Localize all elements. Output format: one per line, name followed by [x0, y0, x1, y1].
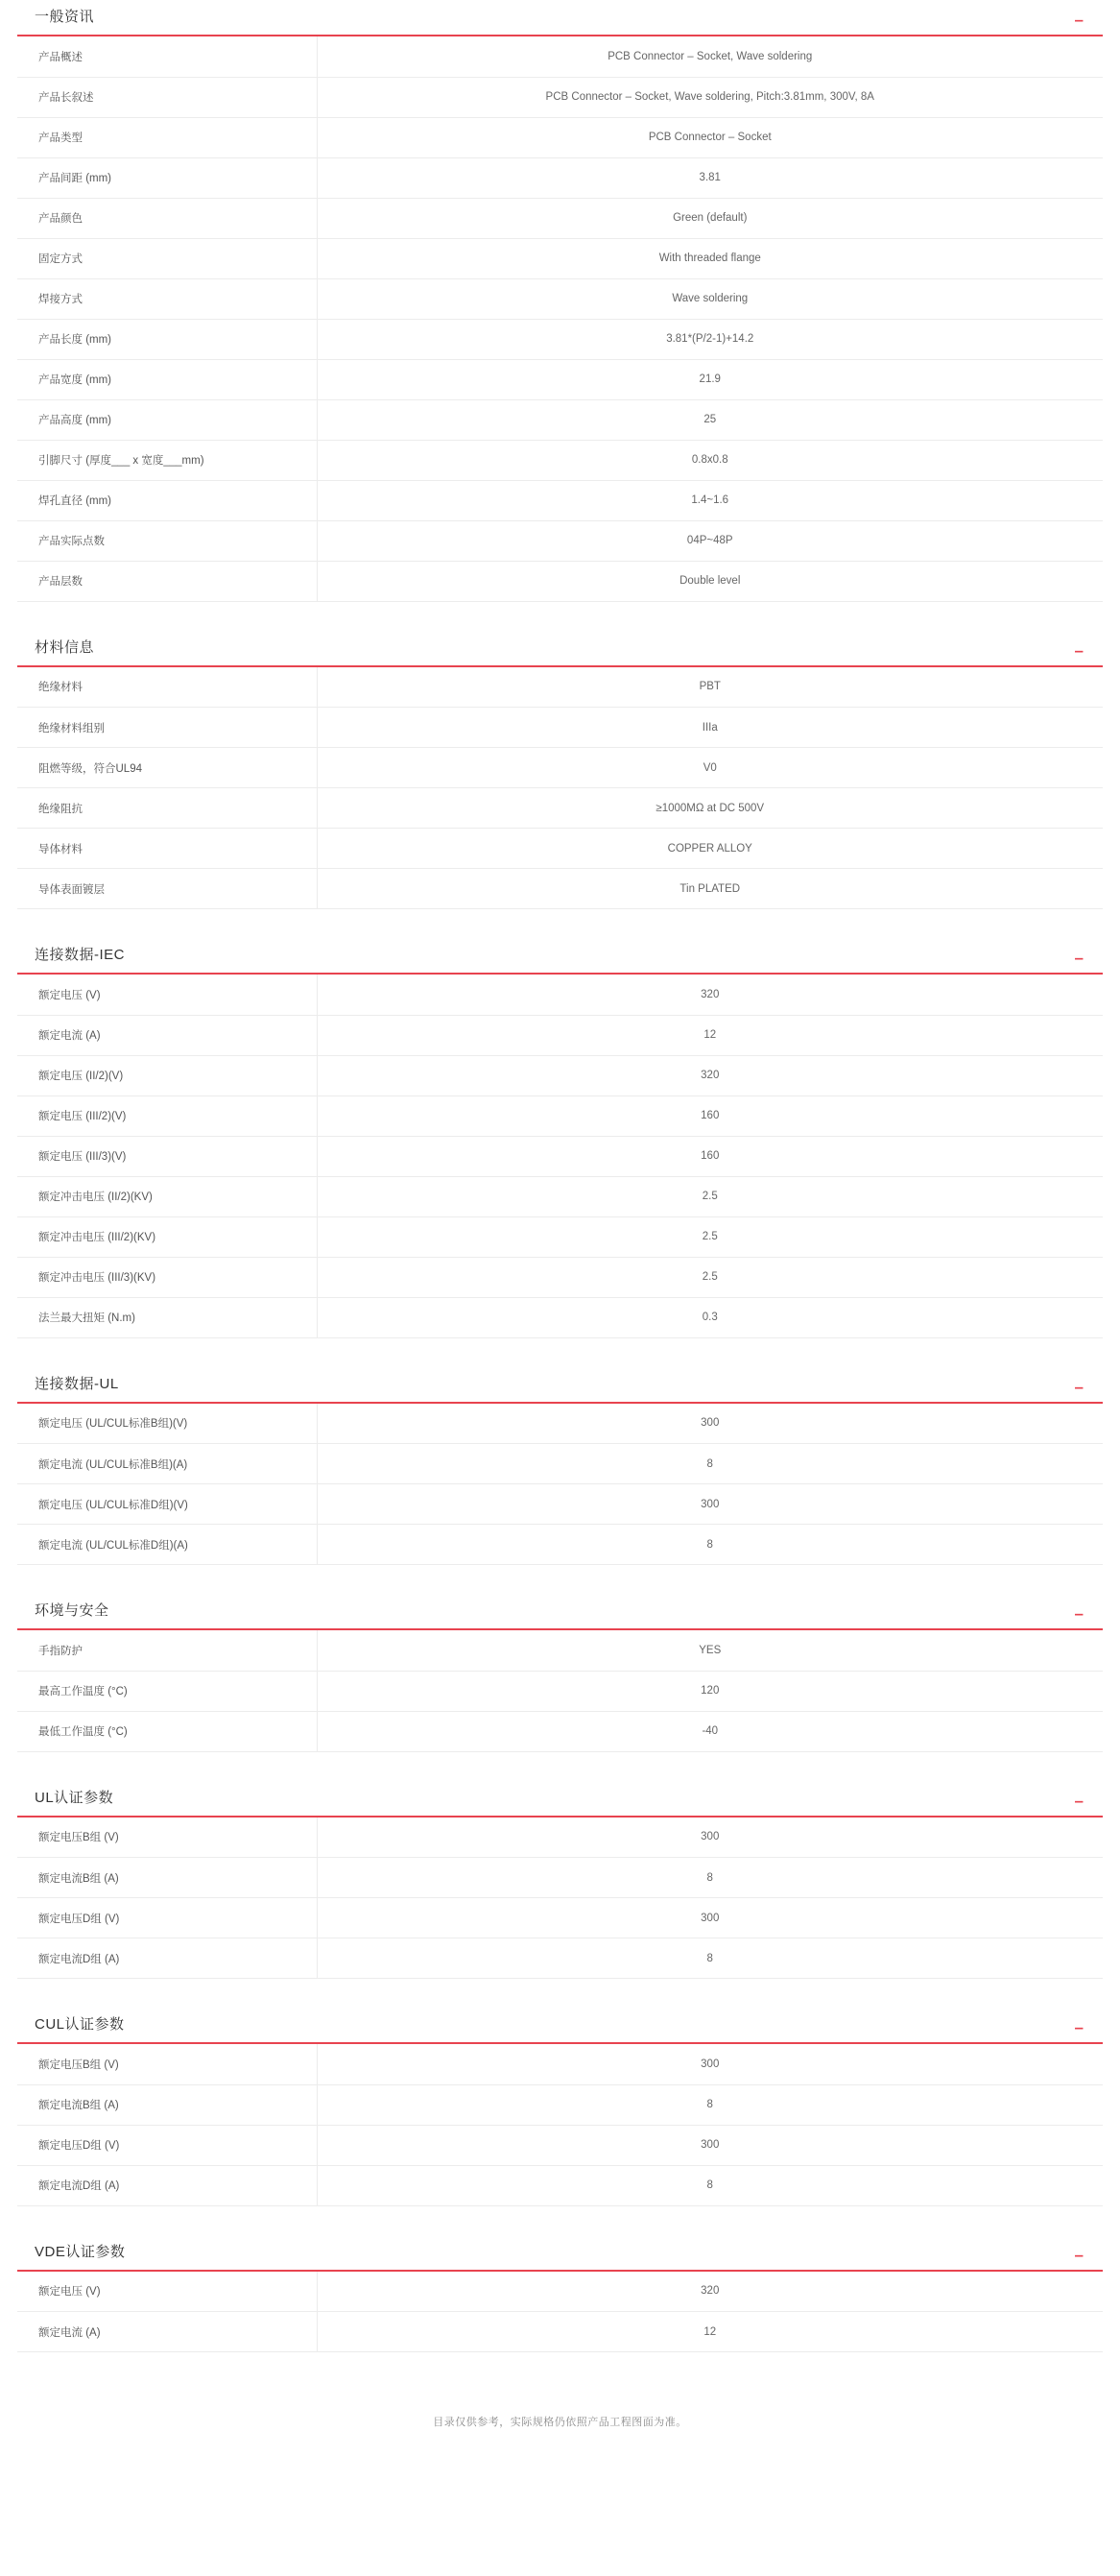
table-row	[17, 1898, 1103, 1938]
spec-label: 法兰最大扭矩 (N.m)	[17, 1297, 317, 1337]
spec-value: V0	[703, 761, 717, 774]
section-header	[17, 8, 1103, 36]
section-title: CUL认证参数	[35, 2016, 125, 2033]
spec-table	[17, 1404, 1103, 1566]
table-row	[17, 1095, 1103, 1136]
spec-value: Tin PLATED	[679, 882, 741, 895]
spec-label: 额定电压 (II/2)(V)	[17, 1055, 317, 1095]
table-row	[17, 1136, 1103, 1176]
spec-value: 160	[701, 1110, 720, 1121]
spec-value: 320	[701, 2285, 720, 2298]
table-row	[17, 2165, 1103, 2205]
spec-value: Double level	[679, 575, 741, 587]
table-row	[17, 1297, 1103, 1337]
table-row	[17, 1938, 1103, 1979]
spec-label: 额定电流B组 (A)	[17, 2084, 317, 2125]
spec-value: 21.9	[699, 373, 721, 385]
spec-value: 8	[706, 1538, 713, 1551]
table-row	[17, 1671, 1103, 1711]
section-header	[17, 2243, 1103, 2272]
spec-value: 320	[701, 988, 720, 1000]
spec-section	[0, 946, 1120, 1338]
table-row	[17, 1818, 1103, 1858]
spec-label: 额定电压B组 (V)	[17, 1818, 317, 1858]
section-header	[17, 1789, 1103, 1818]
spec-value: 300	[701, 1417, 720, 1430]
table-row	[17, 2084, 1103, 2125]
spec-label: 产品长度 (mm)	[17, 319, 317, 359]
table-row	[17, 1404, 1103, 1444]
section-title: VDE认证参数	[35, 2243, 126, 2260]
table-row	[17, 1711, 1103, 1751]
spec-value: 0.8x0.8	[691, 454, 728, 466]
table-row	[17, 440, 1103, 480]
spec-section	[0, 2243, 1120, 2353]
section-header	[17, 1375, 1103, 1404]
table-row	[17, 238, 1103, 278]
spec-table	[17, 1818, 1103, 1980]
spec-value: -40	[702, 1725, 719, 1737]
spec-label: 额定电流 (UL/CUL标准D组)(A)	[17, 1525, 317, 1565]
spec-label: 额定冲击电压 (II/2)(KV)	[17, 1176, 317, 1216]
spec-label: 绝缘材料组别	[17, 708, 317, 748]
section-title: UL认证参数	[35, 1789, 114, 1806]
spec-value: 2.5	[702, 1191, 718, 1202]
section-title: 材料信息	[35, 638, 95, 656]
spec-value: 320	[701, 1070, 720, 1081]
spec-label: 引脚尺寸 (厚度___ x 宽度___mm)	[17, 440, 317, 480]
spec-value: 300	[701, 1498, 720, 1510]
spec-label: 额定电流 (A)	[17, 1015, 317, 1055]
spec-value: 3.81*(P/2-1)+14.2	[666, 333, 754, 345]
spec-value: Green (default)	[673, 212, 748, 224]
collapse-toggle-icon[interactable]: –	[1074, 949, 1084, 967]
spec-table	[17, 975, 1103, 1338]
section-title: 环境与安全	[35, 1602, 109, 1619]
table-row	[17, 748, 1103, 788]
spec-label: 产品实际点数	[17, 520, 317, 561]
collapse-toggle-icon[interactable]: –	[1074, 11, 1084, 29]
table-row	[17, 708, 1103, 748]
spec-section	[0, 1789, 1120, 1980]
table-row	[17, 667, 1103, 708]
spec-label: 产品层数	[17, 561, 317, 601]
spec-label: 额定电压 (UL/CUL标准D组)(V)	[17, 1484, 317, 1525]
section-header	[17, 946, 1103, 975]
spec-value: 8	[706, 2179, 713, 2191]
spec-value: 12	[703, 2325, 717, 2338]
spec-section	[0, 2015, 1120, 2206]
spec-label: 最低工作温度 (°C)	[17, 1711, 317, 1751]
table-row	[17, 2044, 1103, 2084]
table-row	[17, 278, 1103, 319]
spec-value: 2.5	[702, 1271, 718, 1283]
spec-value: 8	[706, 2099, 713, 2110]
spec-label: 导体材料	[17, 829, 317, 869]
table-row	[17, 1257, 1103, 1297]
spec-value: 04P~48P	[686, 535, 733, 546]
table-row	[17, 2312, 1103, 2352]
spec-label: 阻燃等级，符合UL94	[17, 748, 317, 788]
spec-label: 产品高度 (mm)	[17, 399, 317, 440]
section-title: 一般资讯	[35, 9, 95, 25]
spec-label: 焊接方式	[17, 278, 317, 319]
table-row	[17, 1484, 1103, 1525]
table-row	[17, 1176, 1103, 1216]
spec-label: 额定电压B组 (V)	[17, 2044, 317, 2084]
table-row	[17, 319, 1103, 359]
spec-value: 12	[703, 1029, 717, 1041]
collapse-toggle-icon[interactable]: –	[1074, 2018, 1084, 2036]
spec-label: 导体表面镀层	[17, 869, 317, 909]
spec-value: ≥1000MΩ at DC 500V	[655, 802, 765, 814]
collapse-toggle-icon[interactable]: –	[1074, 1604, 1084, 1623]
spec-label: 手指防护	[17, 1630, 317, 1671]
spec-label: 额定电压 (V)	[17, 2272, 317, 2312]
spec-label: 额定电压D组 (V)	[17, 2125, 317, 2165]
spec-value: 300	[701, 1831, 720, 1843]
spec-value: YES	[699, 1644, 722, 1656]
section-title: 连接数据-IEC	[35, 947, 126, 963]
table-row	[17, 399, 1103, 440]
table-row	[17, 2125, 1103, 2165]
footer-note: 目录仅供参考，实际规格仍依照产品工程图面为准。	[433, 2417, 687, 2428]
spec-value: Wave soldering	[672, 293, 749, 304]
collapse-toggle-icon[interactable]: –	[1074, 640, 1084, 660]
spec-value: PCB Connector – Socket, Wave soldering, Pitch:3.81mm, 300V, 8A	[545, 91, 874, 103]
spec-value: PCB Connector – Socket, Wave soldering	[608, 50, 813, 62]
table-row	[17, 117, 1103, 157]
table-row	[17, 1015, 1103, 1055]
spec-value: 8	[706, 1952, 713, 1964]
spec-value: 300	[701, 2139, 720, 2151]
section-title: 连接数据-UL	[35, 1375, 119, 1392]
spec-section	[0, 638, 1120, 910]
spec-table	[17, 36, 1103, 602]
spec-value: 120	[701, 1685, 720, 1697]
spec-label: 额定电流 (UL/CUL标准B组)(A)	[17, 1444, 317, 1484]
spec-section	[0, 1375, 1120, 1566]
table-row	[17, 1630, 1103, 1671]
spec-table	[17, 667, 1103, 910]
spec-value: 300	[701, 2058, 720, 2070]
section-header	[17, 2015, 1103, 2044]
spec-value: PBT	[699, 681, 721, 693]
table-row	[17, 1858, 1103, 1898]
spec-label: 额定电压 (V)	[17, 975, 317, 1015]
spec-value: PCB Connector – Socket	[648, 132, 772, 143]
table-row	[17, 359, 1103, 399]
spec-value: With threaded flange	[658, 253, 761, 264]
table-row	[17, 1216, 1103, 1257]
spec-label: 产品宽度 (mm)	[17, 359, 317, 399]
spec-value: 8	[706, 1457, 713, 1470]
spec-label: 额定电流D组 (A)	[17, 2165, 317, 2205]
section-header	[17, 1601, 1103, 1630]
table-row	[17, 561, 1103, 601]
table-row	[17, 480, 1103, 520]
spec-value: 25	[703, 414, 717, 425]
table-row	[17, 1055, 1103, 1095]
table-row	[17, 975, 1103, 1015]
spec-value: 2.5	[702, 1231, 718, 1242]
table-row	[17, 520, 1103, 561]
spec-value: 300	[701, 1912, 720, 1924]
spec-label: 产品概述	[17, 36, 317, 77]
spec-table	[17, 2044, 1103, 2206]
spec-table	[17, 1630, 1103, 1752]
spec-label: 额定电流B组 (A)	[17, 1858, 317, 1898]
table-row	[17, 157, 1103, 198]
collapse-toggle-icon[interactable]: –	[1074, 1791, 1084, 1810]
spec-label: 额定电流 (A)	[17, 2312, 317, 2352]
spec-value: 0.3	[702, 1312, 718, 1323]
spec-label: 额定冲击电压 (III/2)(KV)	[17, 1216, 317, 1257]
table-row	[17, 1444, 1103, 1484]
table-row	[17, 869, 1103, 909]
spec-value: IIIa	[702, 721, 718, 734]
spec-value: 8	[706, 1871, 713, 1884]
spec-label: 固定方式	[17, 238, 317, 278]
spec-section	[0, 0, 1120, 602]
spec-label: 额定电压D组 (V)	[17, 1898, 317, 1938]
spec-label: 额定电压 (III/3)(V)	[17, 1136, 317, 1176]
table-row	[17, 198, 1103, 238]
spec-label: 额定电压 (UL/CUL标准B组)(V)	[17, 1404, 317, 1444]
table-row	[17, 1525, 1103, 1565]
spec-label: 焊孔直径 (mm)	[17, 480, 317, 520]
spec-label: 产品颜色	[17, 198, 317, 238]
spec-label: 额定电压 (III/2)(V)	[17, 1095, 317, 1136]
spec-label: 产品长叙述	[17, 77, 317, 117]
spec-label: 额定冲击电压 (III/3)(KV)	[17, 1257, 317, 1297]
collapse-toggle-icon[interactable]: –	[1074, 2245, 1084, 2264]
spec-label: 额定电流D组 (A)	[17, 1938, 317, 1979]
spec-table	[17, 2272, 1103, 2353]
spec-label: 绝缘阻抗	[17, 788, 317, 829]
spec-value: COPPER ALLOY	[667, 842, 752, 855]
collapse-toggle-icon[interactable]: –	[1074, 1377, 1084, 1396]
spec-value: 3.81	[699, 172, 721, 183]
spec-value: 160	[701, 1150, 720, 1162]
table-row	[17, 77, 1103, 117]
spec-section	[0, 1601, 1120, 1752]
table-row	[17, 2272, 1103, 2312]
table-row	[17, 788, 1103, 829]
section-header	[17, 638, 1103, 667]
spec-label: 产品间距 (mm)	[17, 157, 317, 198]
spec-label: 产品类型	[17, 117, 317, 157]
spec-label: 最高工作温度 (°C)	[17, 1671, 317, 1711]
spec-value: 1.4~1.6	[691, 494, 729, 506]
table-row	[17, 36, 1103, 77]
spec-label: 绝缘材料	[17, 667, 317, 708]
table-row	[17, 829, 1103, 869]
